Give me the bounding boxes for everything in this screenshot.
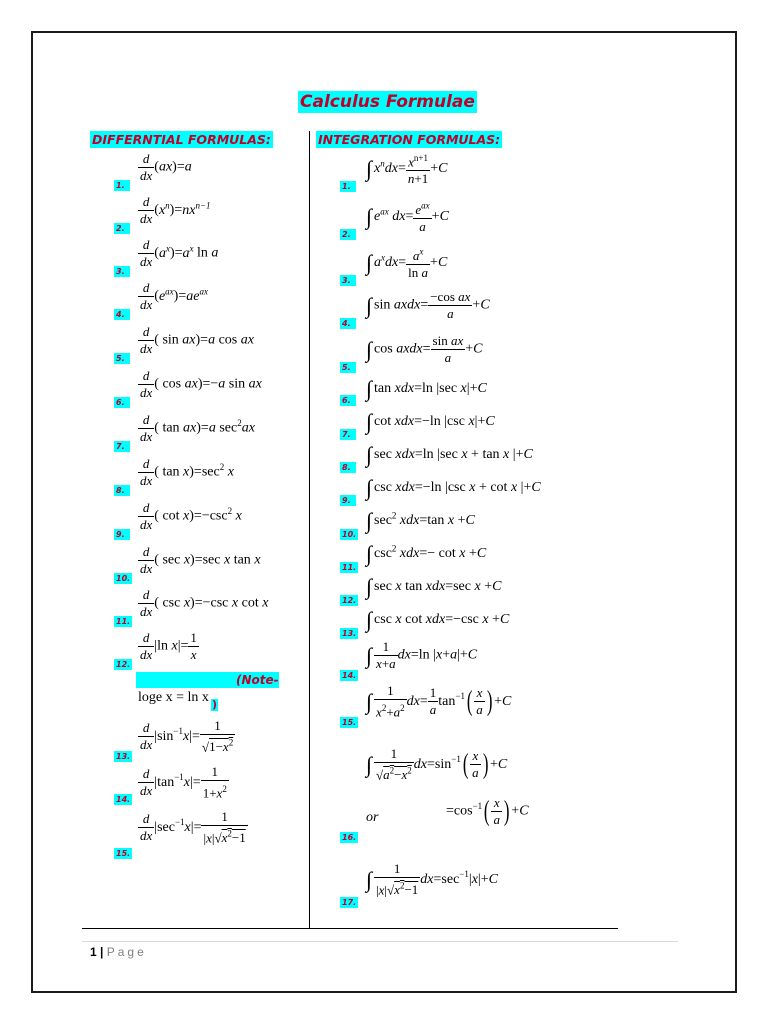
int-formula-6: ∫ tan xdx=ln |sec x|+C	[366, 376, 487, 401]
int-number-7: 7.	[340, 429, 356, 440]
int-number-13: 13.	[342, 629, 357, 638]
int-number-3: 3.	[340, 275, 356, 286]
int-formula-5: ∫ cos axdx= $\frac{\text{sin ax}}{a}$ +C	[366, 333, 483, 365]
diff-formula-3: $\frac{d}{dx}$ $(a^x)=a^x$ ln a	[140, 237, 219, 269]
diff-number-6: 6.	[114, 397, 130, 408]
int-number-5: 5.	[340, 362, 356, 373]
int-number-14: 14.	[342, 671, 357, 680]
int-formula-16b: $=\cos^{-1}$( $\frac{x}{a}$ ) +C	[446, 795, 529, 827]
footer-rule	[82, 941, 678, 942]
int-formula-16a: ∫ $\frac{1}{√a^2-x^2}$ $dx=\sin^{-1}$( $\frac{x}{a}$ ) +C	[366, 746, 508, 783]
diff-formula-5: $\frac{d}{dx}$ ( sin ax)=a cos ax	[140, 324, 254, 356]
diff-number-7: 7.	[114, 441, 130, 452]
diff-number-15: 15.	[116, 849, 131, 858]
diff-formula-11: $\frac{d}{dx}$ ( csc x)=−csc x cot x	[140, 587, 269, 619]
int-number-4: 4.	[340, 318, 356, 329]
column-divider	[309, 131, 310, 928]
footer-separator: |	[100, 945, 104, 959]
int-number-11: 11.	[342, 563, 357, 572]
int-formula-9: ∫ csc xdx=−ln |csc x + cot x |+C	[366, 475, 541, 500]
diff-number-5: 5.	[114, 353, 130, 364]
integration-heading: INTEGRATION FORMULAS:	[318, 132, 501, 147]
diff-number-13: 13.	[116, 752, 131, 761]
diff-number-9: 9.	[114, 529, 130, 540]
page-footer	[90, 945, 147, 959]
page-label: Page	[106, 945, 147, 959]
diff-formula-6: $\frac{d}{dx}$ ( cos ax)=−a sin ax	[140, 368, 262, 400]
diff-number-4: 4.	[114, 309, 130, 320]
int-formula-4: ∫ sin axdx= $\frac{\text{−cos ax}}{a}$ +C	[366, 289, 490, 321]
int-number-8: 8.	[340, 462, 356, 473]
int-number-16: 16.	[342, 833, 357, 842]
diff-formula-14: $\frac{d}{dx}$ $|\tan^{-1}x|=$ $\frac{1}{1+x^2}$	[140, 764, 227, 801]
int-formula-17: ∫ $\frac{1}{|x|√x^2-1}$ $dx=\sec^{-1}|x|+C$	[366, 861, 498, 898]
int-formula-2: ∫ $e^{ax}$ dx= $\frac{e^{ax}}{a}$ +C	[366, 201, 449, 235]
or-label	[366, 811, 378, 825]
int-number-15: 15.	[342, 718, 357, 727]
int-formula-8: ∫ sec xdx=ln |sec x + tan x |+C	[366, 442, 533, 467]
diff-number-12: 12.	[116, 660, 131, 669]
int-number-12: 12.	[342, 596, 357, 605]
or-text: or	[366, 810, 379, 825]
int-number-1: 1.	[340, 181, 356, 192]
diff-formula-13: $\frac{d}{dx}$ $|\sin^{-1}x|=$ $\frac{1}{√1-x^2}$	[140, 718, 234, 755]
int-formula-3: ∫ $a^xdx=$ $\frac{a^x}{\text{ln a}}$ +C	[366, 247, 448, 281]
int-formula-15: ∫ $\frac{1}{x^2+a^2}$ dx= $\frac{1}{a}$ $\tan^{-1}$( $\frac{x}{a}$ ) +C	[366, 683, 512, 720]
note-close-paren: )	[212, 698, 218, 711]
note-formula: loge x = ln x	[138, 690, 209, 705]
diff-formula-12: $\frac{d}{dx}$ |ln x|= $\frac{1}{x}$	[140, 630, 197, 662]
diff-formula-15: $\frac{d}{dx}$ $|\sec^{-1}x|=$ $\frac{1}{|x|√x^2-1}$	[140, 809, 246, 846]
diff-formula-9: $\frac{d}{dx}$ ( $\cot x)=-\csc^2$ x	[140, 500, 242, 532]
bottom-rule	[82, 928, 618, 929]
int-number-6: 6.	[340, 395, 356, 406]
int-number-9: 9.	[340, 495, 356, 506]
diff-number-3: 3.	[114, 266, 130, 277]
diff-formula-7: $\frac{d}{dx}$ ( tan ax)=a $\sec^2ax$	[140, 412, 255, 444]
diff-number-2: 2.	[114, 223, 130, 234]
int-formula-11: ∫ $\csc^2 xdx=- \cot x +C$	[366, 541, 487, 566]
int-formula-1: ∫ $x^ndx=$ $\frac{x^{n+1}}{n+1}$ +C	[366, 153, 448, 187]
int-formula-14: ∫ $\frac{1}{x+a}$ dx=ln |x+a|+C	[366, 639, 478, 671]
int-number-10: 10.	[342, 530, 357, 539]
diff-number-1: 1.	[114, 180, 130, 191]
int-formula-7: ∫ cot xdx=−ln |csc x|+C	[366, 409, 495, 434]
page-title: Calculus Formulae	[300, 92, 475, 112]
diff-number-11: 11.	[116, 617, 131, 626]
diff-formula-4: $\frac{d}{dx}$ $(e^{ax})=ae^{ax}$	[140, 280, 208, 312]
int-number-2: 2.	[340, 229, 356, 240]
diff-formula-2: $\frac{d}{dx}$ $(x^n)=nx^{n-1}$	[140, 194, 211, 226]
diff-formula-8: $\frac{d}{dx}$ ( $\tan x)=\sec^2$ x	[140, 456, 234, 488]
int-formula-10: ∫ $\sec^2 xdx=\tan$ x +C	[366, 508, 475, 533]
differential-heading: DIFFERNTIAL FORMULAS:	[92, 132, 271, 147]
note-label: (Note-	[236, 673, 279, 687]
diff-number-10: 10.	[116, 574, 131, 583]
int-formula-12: ∫ sec x tan xdx=sec x +C	[366, 574, 502, 599]
int-number-17: 17.	[342, 898, 357, 907]
diff-number-14: 14.	[116, 795, 131, 804]
diff-formula-1: $\frac{d}{dx}$ (ax)=a	[140, 151, 192, 183]
page-number: 1	[90, 945, 97, 959]
diff-formula-10: $\frac{d}{dx}$ ( sec x)=sec x tan x	[140, 544, 261, 576]
diff-number-8: 8.	[114, 485, 130, 496]
int-formula-13: ∫ csc x cot xdx=−csc x +C	[366, 607, 510, 632]
